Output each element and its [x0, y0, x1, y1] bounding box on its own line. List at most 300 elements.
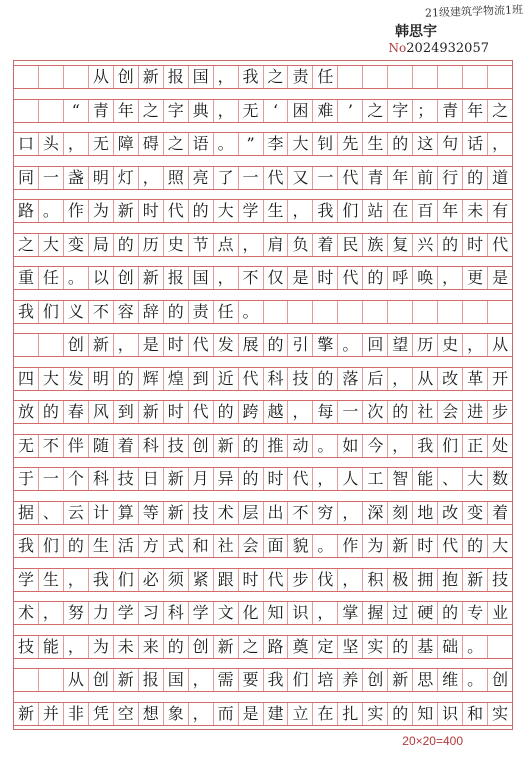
grid-cell: 实	[363, 703, 388, 725]
grid-cell: ’	[338, 100, 363, 122]
grid-row	[14, 333, 512, 357]
grid-cell: 。	[39, 200, 64, 222]
grid-cell: 础	[438, 636, 463, 658]
grid-cell	[39, 334, 64, 356]
grid-row	[14, 132, 512, 156]
grid-cell: 新	[139, 401, 164, 423]
grid-cell: 是	[239, 703, 264, 725]
grid-cell: ，	[214, 267, 239, 289]
grid-cell: 未	[114, 636, 139, 658]
grid-cell: 进	[463, 401, 488, 423]
grid-row	[14, 568, 512, 592]
grid-cell: 时	[264, 468, 289, 490]
grid-row	[14, 467, 512, 491]
grid-cell: 紧	[189, 569, 214, 591]
grid-cell: 句	[438, 133, 463, 155]
grid-cell: 大	[39, 234, 64, 256]
grid-cell: 话	[463, 133, 488, 155]
grid-cell	[438, 301, 463, 323]
grid-cell: 新	[214, 636, 239, 658]
grid-row	[14, 668, 512, 692]
grid-cell: 着	[313, 234, 338, 256]
grid-cell: 新	[89, 334, 114, 356]
grid-row	[14, 166, 512, 190]
grid-cell	[39, 66, 64, 88]
grid-cell: ，	[388, 368, 413, 390]
grid-cell: ，	[139, 167, 164, 189]
grid-cell: 站	[363, 200, 388, 222]
grid-cell: 年	[388, 167, 413, 189]
grid-cell: 我	[413, 435, 438, 457]
grid-cell: 作	[64, 200, 89, 222]
grid-cell	[363, 301, 388, 323]
grid-cell: 代	[438, 535, 463, 557]
grid-cell: 我	[313, 200, 338, 222]
grid-cell: 亮	[189, 167, 214, 189]
grid-cell: 同	[14, 167, 39, 189]
grid-cell: 奠	[288, 636, 313, 658]
grid-cell: 。	[463, 669, 488, 691]
grid-cell: 代	[264, 167, 289, 189]
grid-cell: 伐	[313, 569, 338, 591]
grid-cell: 未	[463, 200, 488, 222]
grid-cell: ，	[288, 401, 313, 423]
grid-cell: 责	[189, 301, 214, 323]
grid-cell: 穷	[313, 502, 338, 524]
grid-cell: 史	[438, 334, 463, 356]
grid-cell: 时	[313, 267, 338, 289]
grid-cell: ，	[64, 636, 89, 658]
grid-cell: 。	[338, 334, 363, 356]
grid-cell: 仅	[264, 267, 289, 289]
grid-cell: 伴	[64, 435, 89, 457]
grid-cell: 想	[139, 703, 164, 725]
grid-cell	[14, 669, 39, 691]
grid-cell: 春	[64, 401, 89, 423]
grid-cell: 历	[139, 234, 164, 256]
grid-cell: 掌	[338, 602, 363, 624]
grid-row	[14, 702, 512, 726]
grid-cell: 语	[189, 133, 214, 155]
grid-cell: 有	[492, 201, 509, 220]
grid-cell: 新	[164, 502, 189, 524]
grid-cell: 维	[438, 669, 463, 691]
grid-cell: 革	[463, 368, 488, 390]
grid-cell: 时	[239, 569, 264, 591]
grid-cell: 非	[64, 703, 89, 725]
grid-cell: 凭	[89, 703, 114, 725]
grid-cell: 代	[492, 234, 509, 254]
grid-cell: 的	[239, 435, 264, 457]
grid-cell: 李	[264, 133, 289, 155]
grid-cell: 报	[164, 267, 189, 289]
grid-cell: 培	[313, 669, 338, 691]
grid-cell: 一	[338, 401, 363, 423]
grid-cell: 代	[338, 267, 363, 289]
grid-cell: 技	[288, 368, 313, 390]
grid-cell: 社	[413, 401, 438, 423]
grid-cell: 字	[388, 100, 413, 122]
grid-cell: 不	[89, 301, 114, 323]
grid-cell	[488, 301, 512, 323]
grid-cell: 生	[264, 200, 289, 222]
grid-cell: 科	[89, 468, 114, 490]
grid-cell: 数	[492, 469, 509, 488]
grid-cell: 跨	[239, 401, 264, 423]
grid-cell: 年	[438, 200, 463, 222]
grid-cell: 生	[89, 535, 114, 557]
grid-cell: 学	[114, 602, 139, 624]
grid-row	[14, 534, 512, 558]
grid-cell: 不	[39, 435, 64, 457]
grid-cell	[388, 301, 413, 323]
grid-cell: 辉	[139, 368, 164, 390]
grid-cell: 负	[288, 234, 313, 256]
grid-cell: 空	[114, 703, 139, 725]
grid-cell: 责	[288, 66, 313, 88]
grid-cell: 是	[288, 267, 313, 289]
grid-cell: 知	[413, 703, 438, 725]
grid-cell: 科	[139, 435, 164, 457]
grid-cell: 新	[388, 669, 413, 691]
grid-cell: 日	[139, 468, 164, 490]
grid-cell: 百	[413, 200, 438, 222]
grid-cell: 我	[14, 535, 39, 557]
number-value: 2024932057	[406, 41, 489, 56]
grid-cell: 新	[114, 669, 139, 691]
grid-cell: 人	[338, 468, 363, 490]
grid-cell: ，	[64, 569, 89, 591]
grid-cell: 们	[114, 569, 139, 591]
grid-cell: 发	[214, 334, 239, 356]
grid-cell: 放	[14, 401, 39, 423]
grid-cell: 文	[214, 602, 239, 624]
grid-cell	[463, 66, 488, 88]
grid-cell: 技	[164, 435, 189, 457]
grid-cell: 新	[388, 535, 413, 557]
grid-cell	[264, 301, 289, 323]
grid-cell: 学	[14, 569, 39, 591]
grid-cell: 的	[388, 703, 413, 725]
grid-cell: 据	[14, 502, 39, 524]
grid-cell: 的	[363, 267, 388, 289]
grid-cell: 史	[164, 234, 189, 256]
grid-cell	[39, 669, 64, 691]
grid-cell: 重	[14, 267, 39, 289]
grid-cell: 时	[164, 334, 189, 356]
grid-cell: 时	[139, 200, 164, 222]
grid-cell: 点	[214, 234, 239, 256]
grid-cell: 实	[492, 703, 509, 723]
grid-cell: 立	[288, 703, 313, 725]
grid-cell	[488, 636, 512, 658]
number-label: No	[388, 41, 407, 55]
grid-cell: 青	[438, 100, 463, 122]
grid-cell: 工	[363, 468, 388, 490]
grid-cell: 从	[413, 368, 438, 390]
grid-cell: ，	[438, 267, 463, 289]
grid-row	[14, 635, 512, 659]
grid-cell: 的	[114, 234, 139, 256]
grid-cell: 次	[363, 401, 388, 423]
grid-cell: 推	[264, 435, 289, 457]
grid-cell: 的	[388, 401, 413, 423]
grid-cell: 变	[64, 234, 89, 256]
grid-cell: 历	[413, 334, 438, 356]
grid-cell: 明	[89, 167, 114, 189]
grid-cell: 新	[139, 267, 164, 289]
grid-cell: ”	[239, 133, 264, 155]
header	[333, 3, 523, 57]
grid-cell: 一	[239, 167, 264, 189]
grid-cell	[413, 301, 438, 323]
grid-cell	[438, 66, 463, 88]
grid-cell: 肩	[264, 234, 289, 256]
grid-cell: 这	[413, 133, 438, 155]
grid-cell: 拥	[413, 569, 438, 591]
grid-cell: 识	[438, 703, 463, 725]
grid-cell: 近	[214, 368, 239, 390]
grid-cell: 积	[363, 569, 388, 591]
grid-cell: 需	[214, 669, 239, 691]
grid-cell: ，	[39, 602, 64, 624]
grid-cell: 代	[264, 569, 289, 591]
grid-cell: 不	[239, 267, 264, 289]
grid-cell: 之	[139, 100, 164, 122]
grid-cell: 必	[139, 569, 164, 591]
grid-cell: 随	[89, 435, 114, 457]
grid-cell: 化	[239, 602, 264, 624]
grid-cell: 正	[463, 435, 488, 457]
grid-cell: 之	[492, 100, 509, 120]
grid-cell: 更	[463, 267, 488, 289]
grid-cell: ，	[189, 703, 214, 725]
grid-cell: 四	[14, 368, 39, 390]
grid-cell: 我	[239, 66, 264, 88]
grid-cell: 任	[313, 66, 338, 88]
grid-cell: 实	[363, 636, 388, 658]
grid-cell: 从	[492, 335, 509, 354]
grid-cell: 局	[89, 234, 114, 256]
grid-cell: ‘	[264, 100, 289, 122]
grid-cell: 的	[438, 234, 463, 256]
grid-cell: 的	[189, 200, 214, 222]
grid-cell: 。	[313, 435, 338, 457]
grid-cell: 道	[492, 167, 509, 187]
grid-cell: 一	[39, 468, 64, 490]
grid-cell: 面	[264, 535, 289, 557]
grid-cell: 智	[388, 468, 413, 490]
grid-cell: 象	[164, 703, 189, 725]
grid-cell: 计	[89, 502, 114, 524]
grid-cell: 为	[363, 535, 388, 557]
grid-cell: 的	[313, 368, 338, 390]
grid-cell: 个	[64, 468, 89, 490]
grid-cell: 之	[14, 234, 39, 256]
grid-cell: 于	[14, 468, 39, 490]
grid-cell: ，	[189, 669, 214, 691]
grid-row	[14, 367, 512, 391]
grid-cell: 年	[463, 100, 488, 122]
grid-cell: 和	[463, 703, 488, 725]
grid-cell: 新	[463, 569, 488, 591]
grid-cell: 地	[413, 502, 438, 524]
grid-cell: 回	[363, 334, 388, 356]
grid-cell: 改	[438, 502, 463, 524]
grid-cell: 灯	[114, 167, 139, 189]
grid-cell: 路	[14, 200, 39, 222]
grid-cell: 越	[264, 401, 289, 423]
grid-cell: ；	[413, 100, 438, 122]
grid-cell: 们	[39, 535, 64, 557]
grid-cell: 跟	[214, 569, 239, 591]
grid-cell: 复	[388, 234, 413, 256]
grid-cell: 国	[189, 66, 214, 88]
grid-cell: 的	[388, 636, 413, 658]
grid-cell: 创	[114, 66, 139, 88]
grid-cell: 创	[114, 267, 139, 289]
grid-cell: 定	[313, 636, 338, 658]
grid-cell: 族	[363, 234, 388, 256]
grid-cell: 。	[463, 636, 488, 658]
grid-cell: 钊	[313, 133, 338, 155]
grid-cell: 为	[89, 636, 114, 658]
grid-cell: ，	[388, 435, 413, 457]
grid-cell: 的	[64, 535, 89, 557]
grid-cell: 我	[264, 669, 289, 691]
grid-cell: 任	[214, 301, 239, 323]
grid-cell: 算	[114, 502, 139, 524]
grid-cell: 之	[164, 133, 189, 155]
grid-cell: 能	[39, 636, 64, 658]
grid-cell: 和	[189, 535, 214, 557]
grid-cell: 照	[164, 167, 189, 189]
grid-cell: 。	[64, 267, 89, 289]
grid-cell: 生	[363, 133, 388, 155]
grid-cell: 开	[492, 368, 509, 388]
grid-cell: 无	[239, 100, 264, 122]
grid-cell: 容	[114, 301, 139, 323]
grid-cell: ，	[313, 468, 338, 490]
grid-cell: 异	[214, 468, 239, 490]
grid-row	[14, 400, 512, 424]
grid-cell: 无	[14, 435, 39, 457]
grid-cell: 行	[438, 167, 463, 189]
grid-cell: 为	[89, 200, 114, 222]
grid-cell: 难	[313, 100, 338, 122]
grid-cell: 路	[264, 636, 289, 658]
grid-cell: 而	[214, 703, 239, 725]
grid-cell: 。	[313, 535, 338, 557]
grid-row	[14, 434, 512, 458]
grid-cell: 我	[14, 301, 39, 323]
grid-cell: 时	[413, 535, 438, 557]
grid-cell: 会	[438, 401, 463, 423]
grid-cell: 不	[288, 502, 313, 524]
grid-cell: 新	[139, 66, 164, 88]
grid-cell: 明	[89, 368, 114, 390]
grid-cell: 基	[413, 636, 438, 658]
grid-cell: 们	[39, 301, 64, 323]
grid-cell: ，	[463, 334, 488, 356]
grid-cell: 无	[89, 133, 114, 155]
grid-cell: 并	[39, 703, 64, 725]
grid-cell: 式	[164, 535, 189, 557]
grid-cell: 来	[139, 636, 164, 658]
grid-cell: 发	[64, 368, 89, 390]
grid-cell: 到	[189, 368, 214, 390]
grid-cell: 擎	[313, 334, 338, 356]
grid-cell: 专	[463, 602, 488, 624]
grid-cell: 社	[214, 535, 239, 557]
grid-cell: 代	[338, 167, 363, 189]
grid-cell: 须	[164, 569, 189, 591]
grid-cell: 从	[64, 669, 89, 691]
grid-cell: 变	[463, 502, 488, 524]
grid-cell: 能	[413, 468, 438, 490]
student-number	[389, 41, 489, 56]
grid-cell: 新	[114, 200, 139, 222]
grid-cell: 先	[338, 133, 363, 155]
grid-cell: 坚	[338, 636, 363, 658]
grid-cell	[463, 301, 488, 323]
grid-cell: 扎	[338, 703, 363, 725]
grid-cell: 代	[189, 334, 214, 356]
grid-cell: 之	[239, 636, 264, 658]
grid-cell: ，	[114, 334, 139, 356]
grid-cell: 辞	[139, 301, 164, 323]
grid-cell: 步	[492, 402, 509, 421]
grid-cell: 创	[89, 669, 114, 691]
grid-cell: 落	[338, 368, 363, 390]
grid-row	[14, 300, 512, 324]
grid-cell: 一	[313, 167, 338, 189]
grid-cell: 方	[139, 535, 164, 557]
grid-cell: 年	[114, 100, 139, 122]
grid-cell: 代	[189, 401, 214, 423]
grid-row	[14, 65, 512, 89]
grid-cell: 头	[39, 133, 64, 155]
grid-cell: 思	[413, 669, 438, 691]
grid-cell: 又	[288, 167, 313, 189]
grid-cell: 兴	[413, 234, 438, 256]
grid-cell: 过	[388, 602, 413, 624]
grid-cell	[14, 66, 39, 88]
grid-cell: 从	[89, 66, 114, 88]
grid-cell: 任	[39, 267, 64, 289]
grid-cell: 今	[363, 435, 388, 457]
grid-cell: 新	[164, 468, 189, 490]
grid-cell: 抱	[438, 569, 463, 591]
grid-cell: 的	[438, 602, 463, 624]
grid-cell: 。	[239, 301, 264, 323]
grid-cell: 生	[39, 569, 64, 591]
grid-cell: 力	[89, 602, 114, 624]
grid-cell: 。	[214, 133, 239, 155]
grid-cell: 识	[288, 602, 313, 624]
grid-cell: ，	[239, 234, 264, 256]
grid-cell: 动	[288, 435, 313, 457]
grid-cell: 困	[288, 100, 313, 122]
grid-cell: ，	[288, 200, 313, 222]
grid-cell	[14, 100, 39, 122]
grid-cell: 术	[214, 502, 239, 524]
grid-cell: 展	[239, 334, 264, 356]
grid-cell: 字	[164, 100, 189, 122]
grid-cell: 的	[164, 636, 189, 658]
grid-cell: 学	[239, 200, 264, 222]
grid-cell: 创	[189, 636, 214, 658]
